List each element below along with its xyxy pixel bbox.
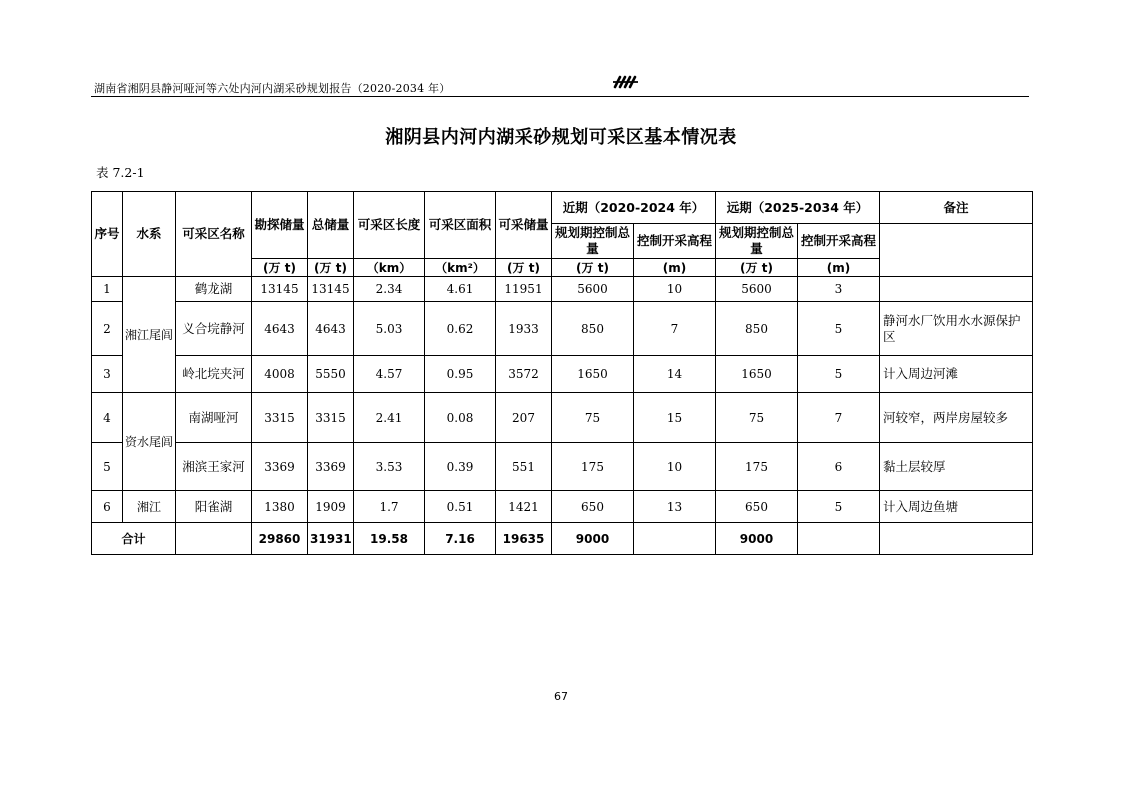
col-header-far-control: 规划期控制总量 (716, 224, 798, 259)
col-group-long-term: 远期（2025-2034 年） (716, 192, 880, 224)
cell-far-control: 850 (716, 302, 798, 356)
cell-far-elevation: 5 (798, 491, 880, 523)
cell-seq: 2 (92, 302, 123, 356)
table-row (92, 277, 1033, 302)
cell-near-elevation: 10 (634, 277, 716, 302)
cell-total: 4643 (308, 302, 354, 356)
cell-area: 4.61 (425, 277, 496, 302)
cell-far-control: 175 (716, 443, 798, 491)
cell-seq: 6 (92, 491, 123, 523)
col-header-total: 总储量 (308, 192, 354, 259)
cell-length: 2.34 (354, 277, 425, 302)
cell-total: 5550 (308, 356, 354, 393)
col-header-explored: 勘探储量 (252, 192, 308, 259)
cell-note (880, 277, 1033, 302)
cell-far-control: 650 (716, 491, 798, 523)
col-header-near-elevation: 控制开采高程 (634, 224, 716, 259)
cell-length: 2.41 (354, 393, 425, 443)
cell-minable: 11951 (496, 277, 552, 302)
cell-explored: 3315 (252, 393, 308, 443)
total-explored: 29860 (252, 523, 308, 555)
cell-seq: 5 (92, 443, 123, 491)
header-divider (91, 96, 1029, 97)
unit-total: (万 t) (308, 259, 354, 277)
unit-far-elevation: (m) (798, 259, 880, 277)
unit-length: （km） (354, 259, 425, 277)
cell-total: 13145 (308, 277, 354, 302)
cell-water-system: 湘江 (123, 491, 176, 523)
cell-length: 4.57 (354, 356, 425, 393)
cell-water-system: 资水尾闾 (123, 393, 176, 491)
cell-note: 静河水厂饮用水水源保护区 (880, 302, 1033, 356)
cell-water-system: 湘江尾闾 (123, 277, 176, 393)
cell-explored: 4643 (252, 302, 308, 356)
col-header-length: 可采区长度 (354, 192, 425, 259)
document-title: 湘阴县内河内湖采砂规划可采区基本情况表 (385, 127, 737, 148)
cell-note: 计入周边鱼塘 (880, 491, 1033, 523)
cell-near-elevation: 13 (634, 491, 716, 523)
total-far-control: 9000 (716, 523, 798, 555)
cell-area-name: 南湖哑河 (176, 393, 252, 443)
cell-far-control: 5600 (716, 277, 798, 302)
cell-near-elevation: 15 (634, 393, 716, 443)
cell-area: 0.95 (425, 356, 496, 393)
cell-explored: 1380 (252, 491, 308, 523)
cell-total: 3369 (308, 443, 354, 491)
total-area: 7.16 (425, 523, 496, 555)
cell-explored: 3369 (252, 443, 308, 491)
cell-near-elevation: 10 (634, 443, 716, 491)
cell-area: 0.39 (425, 443, 496, 491)
cell-far-control: 1650 (716, 356, 798, 393)
cell-near-control: 75 (552, 393, 634, 443)
mining-area-table (91, 191, 1033, 555)
cell-area: 0.08 (425, 393, 496, 443)
cell-near-elevation: 14 (634, 356, 716, 393)
total-length: 19.58 (354, 523, 425, 555)
cell-seq: 4 (92, 393, 123, 443)
cell-area: 0.51 (425, 491, 496, 523)
cell-seq: 1 (92, 277, 123, 302)
cell-total: 3315 (308, 393, 354, 443)
cell-near-control: 650 (552, 491, 634, 523)
unit-near-elevation: (m) (634, 259, 716, 277)
cell-minable: 551 (496, 443, 552, 491)
total-near-elevation-empty (634, 523, 716, 555)
col-header-far-elevation: 控制开采高程 (798, 224, 880, 259)
page-number: 67 (554, 690, 568, 703)
col-header-note: 备注 (880, 192, 1033, 224)
unit-near-control: (万 t) (552, 259, 634, 277)
cell-length: 1.7 (354, 491, 425, 523)
total-row (92, 523, 1033, 555)
cell-far-elevation: 5 (798, 302, 880, 356)
cell-area-name: 阳雀湖 (176, 491, 252, 523)
cell-area-name: 义合垸静河 (176, 302, 252, 356)
table-row (92, 302, 1033, 356)
col-header-minable: 可采储量 (496, 192, 552, 259)
cell-area-name: 岭北垸夹河 (176, 356, 252, 393)
cell-minable: 3572 (496, 356, 552, 393)
total-area-name-empty (176, 523, 252, 555)
cell-total: 1909 (308, 491, 354, 523)
running-header: 湖南省湘阴县静河哑河等六处内河内湖采砂规划报告（2020-2034 年） (94, 82, 451, 95)
unit-minable: (万 t) (496, 259, 552, 277)
table-row (92, 443, 1033, 491)
cell-note: 河较窄，两岸房屋较多 (880, 393, 1033, 443)
cell-length: 3.53 (354, 443, 425, 491)
cell-explored: 4008 (252, 356, 308, 393)
table-row (92, 491, 1033, 523)
cell-note: 黏土层较厚 (880, 443, 1033, 491)
unit-far-control: (万 t) (716, 259, 798, 277)
cell-near-elevation: 7 (634, 302, 716, 356)
cell-far-elevation: 5 (798, 356, 880, 393)
col-header-area: 可采区面积 (425, 192, 496, 259)
table-row (92, 356, 1033, 393)
total-total: 31931 (308, 523, 354, 555)
cell-length: 5.03 (354, 302, 425, 356)
col-header-seq: 序号 (92, 192, 123, 277)
cell-near-control: 1650 (552, 356, 634, 393)
col-header-water-system: 水系 (123, 192, 176, 277)
cell-near-control: 850 (552, 302, 634, 356)
unit-area: （km²） (425, 259, 496, 277)
company-logo-icon (611, 74, 641, 90)
col-header-area-name: 可采区名称 (176, 192, 252, 277)
table-number: 表 7.2-1 (96, 165, 145, 180)
cell-minable: 207 (496, 393, 552, 443)
cell-far-control: 75 (716, 393, 798, 443)
total-far-elevation-empty (798, 523, 880, 555)
table-row (92, 393, 1033, 443)
cell-far-elevation: 6 (798, 443, 880, 491)
cell-minable: 1421 (496, 491, 552, 523)
cell-area-name: 鹤龙湖 (176, 277, 252, 302)
cell-near-control: 5600 (552, 277, 634, 302)
cell-near-control: 175 (552, 443, 634, 491)
cell-area: 0.62 (425, 302, 496, 356)
col-group-near-term: 近期（2020-2024 年） (552, 192, 716, 224)
cell-area-name: 湘滨王家河 (176, 443, 252, 491)
cell-far-elevation: 3 (798, 277, 880, 302)
cell-far-elevation: 7 (798, 393, 880, 443)
col-header-near-control: 规划期控制总量 (552, 224, 634, 259)
cell-explored: 13145 (252, 277, 308, 302)
total-minable: 19635 (496, 523, 552, 555)
cell-minable: 1933 (496, 302, 552, 356)
cell-note: 计入周边河滩 (880, 356, 1033, 393)
unit-explored: (万 t) (252, 259, 308, 277)
total-note-empty (880, 523, 1033, 555)
total-near-control: 9000 (552, 523, 634, 555)
total-label: 合计 (92, 523, 176, 555)
note-header-spacer (880, 224, 1033, 277)
cell-seq: 3 (92, 356, 123, 393)
